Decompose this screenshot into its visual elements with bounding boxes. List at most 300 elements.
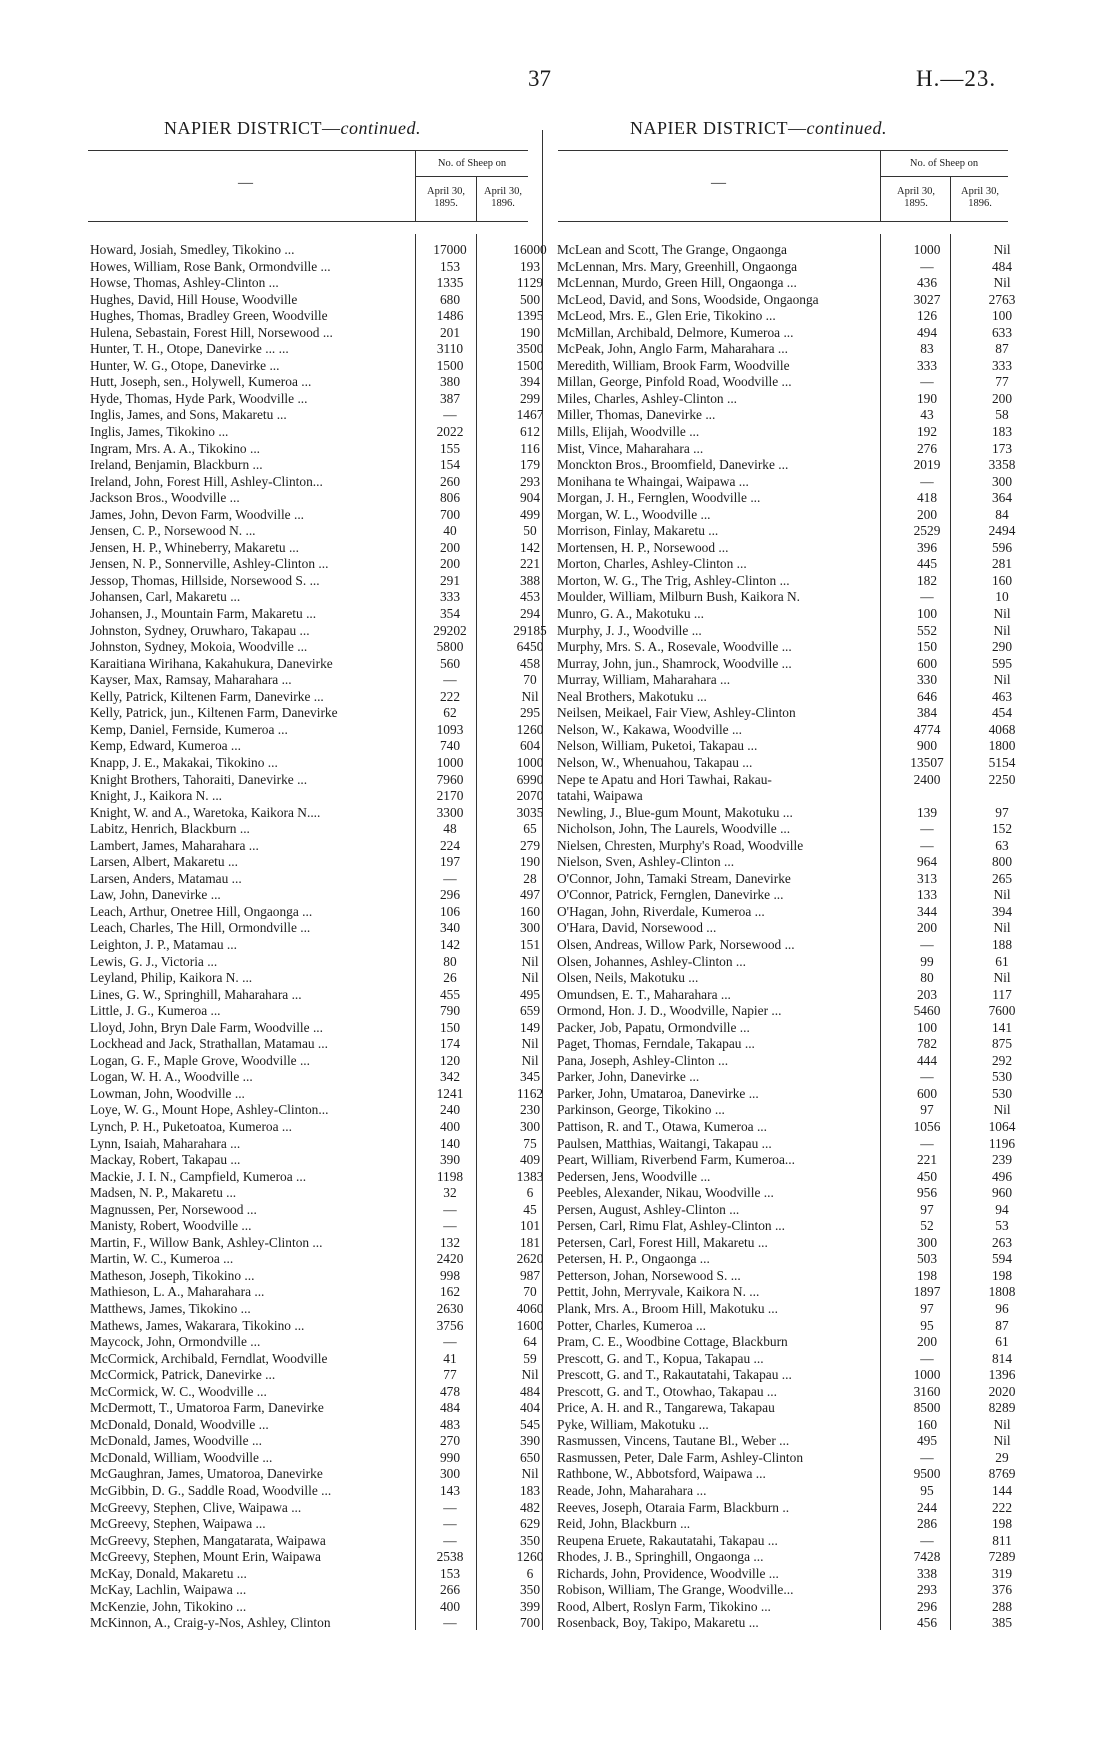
table-row	[90, 639, 544, 656]
owner-name: Newling, J., Blue-gum Mount, Makotuku ...	[557, 804, 793, 820]
sheep-1895: 384	[916, 705, 938, 721]
owner-name: Leach, Charles, The Hill, Ormondville ...	[90, 920, 311, 936]
sheep-1896: 2020	[988, 1383, 1016, 1399]
sheep-1895: 1241	[436, 1085, 464, 1101]
owner-name: tatahi, Waipawa	[557, 788, 643, 804]
table-row	[557, 474, 1027, 491]
owner-name: Knapp, J. E., Makakai, Tikokino ...	[90, 754, 278, 770]
sheep-1895: 200	[916, 920, 938, 936]
owner-name: Lewis, G. J., Victoria ...	[90, 953, 218, 969]
owner-name: Inglis, James, Tikokino ...	[90, 424, 229, 440]
owner-name: Kelly, Patrick, jun., Kiltenen Farm, Danevirke	[90, 705, 338, 721]
sheep-1896: 173	[991, 440, 1013, 456]
table-row	[557, 738, 1027, 755]
sheep-1895: 478	[439, 1383, 461, 1399]
owner-name: Hunter, T. H., Otope, Danevirke ... ...	[90, 341, 289, 357]
sheep-1895: —	[443, 1516, 457, 1532]
sheep-1896: 875	[991, 1036, 1013, 1052]
table-row	[90, 407, 544, 424]
owner-name: Mathieson, L. A., Maharahara ...	[90, 1284, 265, 1300]
table-row	[90, 308, 544, 325]
sheep-1895: 270	[439, 1433, 461, 1449]
sheep-1895: 17000	[433, 242, 467, 257]
sheep-1895: 313	[916, 870, 938, 886]
sheep-1895: 342	[439, 1069, 461, 1085]
sheep-1896: 87	[995, 341, 1009, 357]
table-row	[557, 424, 1027, 441]
sheep-1896: 1500	[516, 357, 544, 373]
owner-name: McPeak, John, Anglo Farm, Maharahara ...	[557, 341, 788, 357]
sheep-1896: 496	[991, 1168, 1013, 1184]
owner-name: Mackie, J. I. N., Campfield, Kumeroa ...	[90, 1168, 307, 1184]
owner-name: Ireland, Benjamin, Blackburn ...	[90, 457, 263, 473]
owner-name: Prescott, G. and T., Kopua, Takapau ...	[557, 1350, 764, 1366]
owner-name: Johansen, Carl, Makaretu ...	[90, 589, 241, 605]
sheep-1896: 633	[991, 324, 1013, 340]
owner-name: O'Connor, John, Tamaki Stream, Danevirke	[557, 870, 791, 886]
sheep-1895: 300	[439, 1466, 461, 1482]
sheep-1896: 151	[519, 936, 541, 952]
owner-name: Mortensen, H. P., Norsewood ...	[557, 539, 729, 555]
sheep-1896: 6990	[516, 771, 544, 787]
owner-name: Larsen, Anders, Matamau ...	[90, 870, 242, 886]
table-row	[90, 1119, 540, 1136]
owner-name: McCormick, Patrick, Danevirke ...	[90, 1367, 276, 1383]
sheep-1895: 192	[916, 424, 938, 440]
table-row	[90, 1500, 540, 1517]
table-row	[90, 1533, 540, 1550]
sheep-1896: 500	[519, 291, 541, 307]
table-row	[90, 1334, 540, 1351]
table-row	[90, 1582, 540, 1599]
sheep-1895: 1000	[436, 754, 464, 770]
table-row	[557, 854, 1027, 871]
sheep-1895: 964	[916, 854, 938, 870]
sheep-1895: 32	[443, 1185, 457, 1201]
owner-name: Hulena, Sebastain, Forest Hill, Norsewood ...	[90, 324, 333, 340]
sheep-1895: 552	[916, 622, 938, 638]
owner-name: McGaughran, James, Umatoroa, Danevirke	[90, 1466, 323, 1482]
sheep-1895: 333	[916, 357, 938, 373]
sheep-1896: 376	[991, 1582, 1013, 1598]
sheep-1895: —	[443, 1532, 457, 1548]
sheep-1896: 1260	[516, 721, 544, 737]
sheep-1896: 497	[519, 887, 541, 903]
sheep-1896: 116	[520, 440, 540, 456]
sheep-1895: 2400	[913, 771, 941, 787]
table-row	[557, 722, 1027, 739]
sheep-1895: 1093	[436, 721, 464, 737]
sheep-1896: 84	[995, 506, 1009, 522]
table-row	[557, 457, 1027, 474]
sheep-1895: 354	[439, 606, 461, 622]
sheep-1896: 222	[991, 1499, 1013, 1515]
owner-name: Pedersen, Jens, Woodville ...	[557, 1168, 711, 1184]
table-row	[557, 1102, 1027, 1119]
owner-name: Labitz, Henrich, Blackburn ...	[90, 821, 250, 837]
sheep-1896: 265	[991, 870, 1013, 886]
sheep-1895: 600	[916, 1085, 938, 1101]
sheep-1896: 61	[995, 953, 1009, 969]
owner-name: Knight, W. and A., Waretoka, Kaikora N....	[90, 804, 321, 820]
table-row	[90, 292, 540, 309]
table-row	[90, 1615, 540, 1632]
owner-name: Potter, Charles, Kumeroa ...	[557, 1317, 706, 1333]
table-row	[90, 573, 540, 590]
page-number: 37	[528, 66, 551, 91]
owner-name: McKay, Lachlin, Waipawa ...	[90, 1582, 247, 1598]
owner-name: Nielson, Sven, Ashley-Clinton ...	[557, 854, 735, 870]
table-row	[90, 705, 540, 722]
owner-name: McLennan, Murdo, Green Hill, Ongaonga ...	[557, 275, 797, 291]
sheep-1896: 239	[991, 1152, 1013, 1168]
table-row	[557, 1549, 1027, 1566]
sheep-1896: 595	[991, 655, 1013, 671]
owner-name: Meredith, William, Brook Farm, Woodville	[557, 357, 790, 373]
sheep-1896: 1196	[988, 1135, 1016, 1151]
sheep-1896: Nil	[993, 887, 1011, 903]
table-row	[557, 1003, 1027, 1020]
sheep-1896: 345	[519, 1069, 541, 1085]
owner-name: McDermott, T., Umatoroa Farm, Danevirke	[90, 1400, 324, 1416]
owner-name: Nelson, W., Kakawa, Woodville ...	[557, 721, 743, 737]
owner-name: Omundsen, E. T., Maharahara ...	[557, 986, 731, 1002]
table-row	[90, 259, 540, 276]
owner-name: Hughes, Thomas, Bradley Green, Woodville	[90, 308, 328, 324]
sheep-1895: 201	[439, 324, 461, 340]
table-row	[90, 656, 540, 673]
owner-name: Lines, G. W., Springhill, Maharahara ...	[90, 986, 302, 1002]
table-row	[557, 1384, 1027, 1401]
table-row	[90, 854, 540, 871]
table-row	[557, 788, 1027, 805]
sheep-1896: Nil	[521, 1367, 539, 1383]
table-row	[557, 242, 1027, 259]
table-row	[90, 1168, 544, 1186]
left-district-note: continued.	[340, 118, 421, 138]
owner-name: Leach, Arthur, Onetree Hill, Ongaonga ...	[90, 903, 313, 919]
owner-name: Pattison, R. and T., Otawa, Kumeroa ...	[557, 1118, 767, 1134]
table-row	[90, 788, 544, 805]
table-row	[90, 672, 540, 689]
sheep-1895: 80	[443, 953, 457, 969]
sheep-1895: —	[920, 1350, 934, 1366]
table-row	[557, 259, 1027, 276]
owner-name: McKay, Donald, Makaretu ...	[90, 1565, 247, 1581]
owner-name: McGreevy, Stephen, Waipawa ...	[90, 1516, 266, 1532]
sheep-1896: 453	[519, 589, 541, 605]
sheep-1896: Nil	[993, 1102, 1011, 1118]
sheep-1895: 203	[916, 986, 938, 1002]
owner-name: Ireland, John, Forest Hill, Ashley-Clinton...	[90, 473, 323, 489]
sheep-1895: 2022	[436, 424, 464, 440]
sheep-1895: —	[920, 374, 934, 390]
table-row	[557, 1152, 1027, 1169]
sheep-1896: 1800	[988, 738, 1016, 754]
right-header-1896: April 30, 1896.	[961, 186, 999, 209]
owner-name: Loye, W. G., Mount Hope, Ashley-Clinton...	[90, 1102, 329, 1118]
owner-name: Morton, Charles, Ashley-Clinton ...	[557, 556, 747, 572]
sheep-1895: 680	[439, 291, 461, 307]
owner-name: Lloyd, John, Bryn Dale Farm, Woodville ...	[90, 1019, 323, 1035]
sheep-1895: 162	[439, 1284, 461, 1300]
sheep-1896: Nil	[993, 1433, 1011, 1449]
sheep-1895: 450	[916, 1168, 938, 1184]
owner-name: Lambert, James, Maharahara ...	[90, 837, 259, 853]
sheep-1896: 1000	[516, 754, 544, 770]
sheep-1895: 503	[916, 1251, 938, 1267]
owner-name: Murray, John, jun., Shamrock, Woodville ...	[557, 655, 792, 671]
table-row	[557, 1053, 1027, 1070]
sheep-1896: 545	[519, 1416, 541, 1432]
table-row	[557, 1599, 1027, 1616]
sheep-1895: 330	[916, 672, 938, 688]
owner-name: Rasmussen, Vincens, Tautane Bl., Weber ...	[557, 1433, 790, 1449]
sheep-1895: —	[443, 1201, 457, 1217]
sheep-1895: 200	[916, 1334, 938, 1350]
sheep-1896: 7289	[988, 1549, 1016, 1565]
sheep-1896: 200	[991, 390, 1013, 406]
table-row	[90, 1483, 540, 1500]
table-row	[90, 904, 540, 921]
sheep-1895: 7428	[913, 1549, 941, 1565]
owner-name: Hunter, W. G., Otope, Danevirke ...	[90, 357, 280, 373]
sheep-1896: 596	[991, 539, 1013, 555]
table-row	[557, 589, 1027, 606]
owner-name: Persen, August, Ashley-Clinton ...	[557, 1201, 740, 1217]
owner-name: Olsen, Johannes, Ashley-Clinton ...	[557, 953, 746, 969]
sheep-1896: Nil	[521, 953, 539, 969]
owner-name: Lynn, Isaiah, Maharahara ...	[90, 1135, 241, 1151]
sheep-1896: 1467	[516, 407, 544, 423]
owner-name: Nielsen, Chresten, Murphy's Road, Woodville	[557, 837, 804, 853]
sheep-1895: 436	[916, 275, 938, 291]
sheep-1895: 126	[916, 308, 938, 324]
owner-name: Nelson, William, Puketoi, Takapau ...	[557, 738, 758, 754]
owner-name: Mills, Elijah, Woodville ...	[557, 424, 700, 440]
table-row	[557, 1582, 1027, 1599]
sheep-1896: 183	[991, 424, 1013, 440]
sheep-1896: 904	[519, 490, 541, 506]
table-row	[557, 1119, 1027, 1136]
owner-name: Little, J. G., Kumeroa ...	[90, 1003, 221, 1019]
table-row	[557, 308, 1027, 325]
sheep-1896: Nil	[993, 672, 1011, 688]
sheep-1896: 94	[995, 1201, 1009, 1217]
owner-name: Kemp, Daniel, Fernside, Kumeroa ...	[90, 721, 288, 737]
sheep-1895: —	[920, 837, 934, 853]
right-district-note: continued.	[806, 118, 887, 138]
sheep-1896: 53	[995, 1218, 1009, 1234]
table-row	[90, 1317, 544, 1335]
sheep-1896: 499	[519, 506, 541, 522]
sheep-1896: 800	[991, 854, 1013, 870]
table-row	[557, 689, 1027, 706]
owner-name: Kayser, Max, Ramsay, Maharahara ...	[90, 672, 292, 688]
sheep-1895: —	[920, 821, 934, 837]
sheep-1896: Nil	[993, 920, 1011, 936]
sheep-1895: 41	[443, 1350, 457, 1366]
table-row	[557, 341, 1027, 358]
sheep-1895: —	[443, 407, 457, 423]
table-row	[557, 1069, 1027, 1086]
sheep-1895: 276	[916, 440, 938, 456]
table-row	[557, 1450, 1027, 1467]
owner-name: Petterson, Johan, Norsewood S. ...	[557, 1267, 741, 1283]
sheep-1896: Nil	[993, 1416, 1011, 1432]
table-row	[557, 755, 1027, 772]
sheep-1896: 190	[519, 854, 541, 870]
table-row	[90, 721, 544, 739]
sheep-1895: 396	[916, 539, 938, 555]
sheep-1895: 95	[920, 1483, 934, 1499]
sheep-1895: 7960	[436, 771, 464, 787]
sheep-1895: 1486	[436, 308, 464, 324]
owner-name: Kelly, Patrick, Kiltenen Farm, Danevirke ...	[90, 688, 324, 704]
owner-name: McDonald, William, Woodville ...	[90, 1449, 273, 1465]
sheep-1895: 200	[916, 506, 938, 522]
table-row	[90, 540, 540, 557]
sheep-1895: 224	[439, 837, 461, 853]
owner-name: McKenzie, John, Tikokino ...	[90, 1598, 247, 1614]
table-row	[557, 1318, 1027, 1335]
sheep-1895: 2630	[436, 1301, 464, 1316]
sheep-1895: 3300	[436, 804, 464, 820]
sheep-1896: 293	[519, 473, 541, 489]
table-row	[90, 838, 540, 855]
sheep-1895: 222	[439, 688, 461, 704]
table-row	[557, 1466, 1027, 1483]
sheep-1895: —	[920, 936, 934, 952]
owner-name: Morgan, W. L., Woodville ...	[557, 506, 711, 522]
sheep-1895: 97	[920, 1102, 934, 1118]
sheep-1895: —	[443, 672, 457, 688]
sheep-1896: 333	[991, 357, 1013, 373]
sheep-1895: 998	[439, 1267, 461, 1283]
owner-name: Matthews, James, Tikokino ...	[90, 1301, 251, 1316]
sheep-1895: 77	[443, 1367, 457, 1383]
owner-name: Howes, William, Rose Bank, Ormondville ...	[90, 258, 331, 274]
owner-name: Olsen, Andreas, Willow Park, Norsewood ...	[557, 936, 795, 952]
owner-name: Jensen, N. P., Sonnerville, Ashley-Clinton ...	[90, 556, 329, 572]
sheep-1895: 5800	[436, 639, 464, 655]
sheep-1896: 350	[519, 1582, 541, 1598]
sheep-1895: 494	[916, 324, 938, 340]
sheep-1895: 3110	[436, 341, 464, 357]
sheep-1896: 4068	[988, 721, 1016, 737]
owner-name: Neal Brothers, Makotuku ...	[557, 688, 707, 704]
sheep-1896: 530	[991, 1069, 1013, 1085]
right-header-mid-rule	[880, 176, 1008, 177]
sheep-1896: 263	[991, 1234, 1013, 1250]
owner-name: Lynch, P. H., Puketoatoa, Kumeroa ...	[90, 1118, 292, 1134]
sheep-1896: 101	[519, 1218, 541, 1234]
sheep-1895: 700	[439, 506, 461, 522]
sheep-1896: 294	[519, 606, 541, 622]
sheep-1895: 150	[916, 639, 938, 655]
table-row	[90, 275, 544, 292]
table-row	[90, 1235, 540, 1252]
owner-name: Parkinson, George, Tikokino ...	[557, 1102, 725, 1118]
owner-name: Murphy, Mrs. S. A., Rosevale, Woodville ...	[557, 639, 792, 655]
sheep-1896: 198	[991, 1267, 1013, 1283]
owner-name: Paget, Thomas, Ferndale, Takapau ...	[557, 1036, 755, 1052]
owner-name: Hyde, Thomas, Hyde Park, Woodville ...	[90, 390, 308, 406]
owner-name: Prescott, G. and T., Rakautatahi, Takapau ...	[557, 1367, 792, 1383]
sheep-1895: 200	[439, 556, 461, 572]
table-row	[90, 457, 540, 474]
sheep-1895: —	[443, 1218, 457, 1234]
table-row	[90, 1251, 544, 1268]
sheep-1896: Nil	[993, 970, 1011, 986]
owner-name: Monckton Bros., Broomfield, Danevirke ...	[557, 457, 789, 473]
table-row	[90, 804, 544, 822]
table-row	[557, 1218, 1027, 1235]
table-row	[557, 954, 1027, 971]
sheep-1896: 604	[519, 738, 541, 754]
sheep-1896: 230	[519, 1102, 541, 1118]
sheep-1896: 221	[519, 556, 541, 572]
sheep-1895: 293	[916, 1582, 938, 1598]
sheep-1895: 52	[920, 1218, 934, 1234]
sheep-1896: 1064	[988, 1118, 1016, 1134]
owner-name: McGreevy, Stephen, Mount Erin, Waipawa	[90, 1549, 321, 1565]
table-row	[90, 1351, 540, 1368]
sheep-1895: 200	[439, 539, 461, 555]
owner-name: Johansen, J., Mountain Farm, Makaretu ...	[90, 606, 317, 622]
sheep-1896: 960	[991, 1185, 1013, 1201]
sheep-1895: 9500	[913, 1466, 941, 1482]
sheep-1896: 29185	[513, 622, 547, 638]
owner-name: Hutt, Joseph, sen., Holywell, Kumeroa ...	[90, 374, 312, 390]
table-row	[557, 1483, 1027, 1500]
table-row	[557, 1020, 1027, 1037]
owner-name: Pettit, John, Merryvale, Kaikora N. ...	[557, 1284, 760, 1300]
table-row	[557, 358, 1027, 375]
sheep-1895: 296	[439, 887, 461, 903]
sheep-1896: 659	[519, 1003, 541, 1019]
sheep-1895: 380	[439, 374, 461, 390]
left-header-1896: April 30, 1896.	[484, 186, 522, 209]
table-row	[557, 292, 1027, 309]
sheep-1895: 190	[916, 390, 938, 406]
table-row	[90, 1284, 540, 1301]
table-row	[90, 821, 540, 838]
sheep-1896: 319	[991, 1565, 1013, 1581]
sheep-1895: —	[920, 1532, 934, 1548]
owner-name: McLean and Scott, The Grange, Ongaonga	[557, 242, 787, 257]
table-row	[90, 1450, 540, 1467]
table-row	[557, 805, 1027, 822]
sheep-1895: 100	[916, 606, 938, 622]
sheep-1896: 300	[519, 1118, 541, 1134]
table-row	[557, 705, 1027, 722]
sheep-1895: 900	[916, 738, 938, 754]
owner-name: Richards, John, Providence, Woodville ...	[557, 1565, 779, 1581]
table-row	[90, 242, 547, 259]
sheep-1896: 6450	[516, 639, 544, 655]
sheep-1896: 385	[991, 1615, 1013, 1631]
sheep-1896: 404	[519, 1400, 541, 1416]
owner-name: Leighton, J. P., Matamau ...	[90, 936, 237, 952]
sheep-1895: 153	[439, 258, 461, 274]
table-row	[557, 556, 1027, 573]
table-row	[557, 1268, 1027, 1285]
table-row	[557, 1533, 1027, 1550]
sheep-1896: 1129	[516, 275, 544, 291]
sheep-1896: 3500	[516, 341, 544, 357]
sheep-1896: 292	[991, 1052, 1013, 1068]
